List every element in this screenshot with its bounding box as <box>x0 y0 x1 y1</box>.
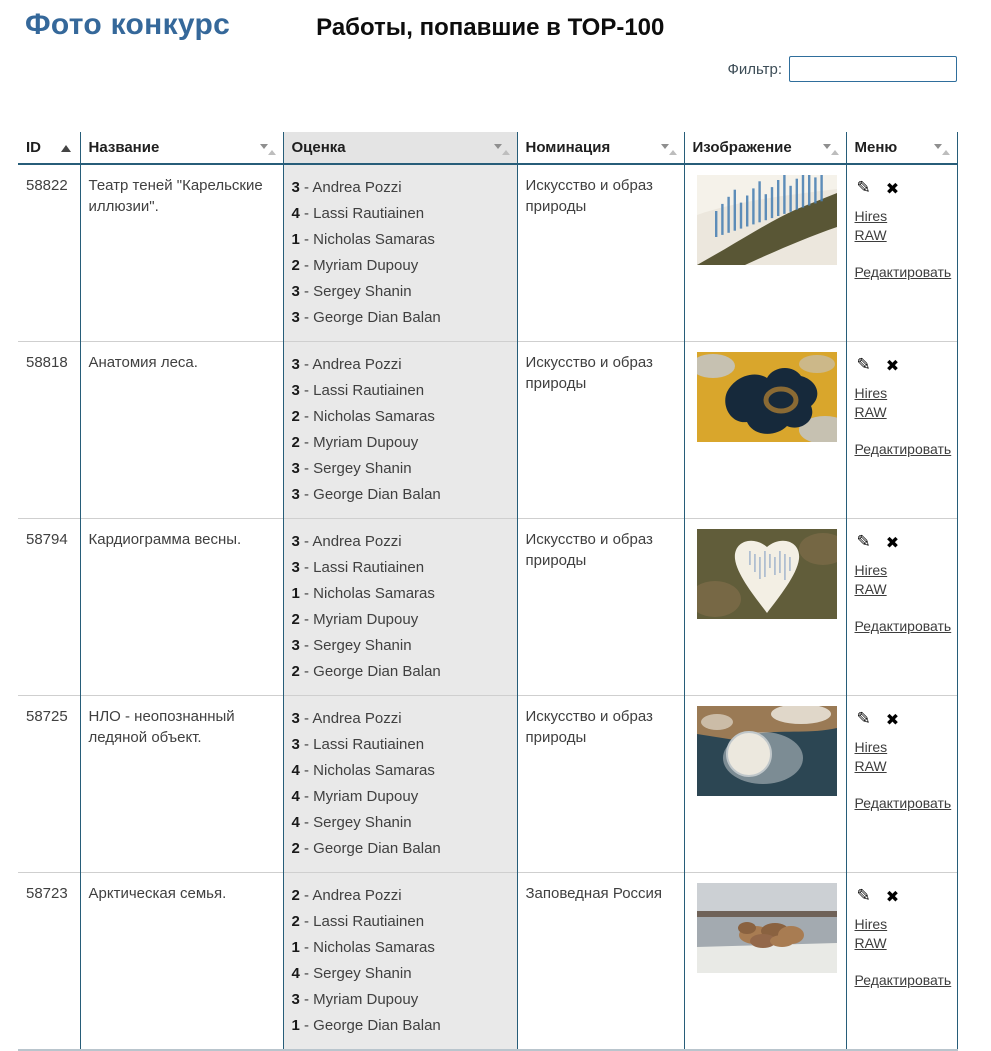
photo-thumbnail[interactable] <box>697 352 837 442</box>
edit-pencil-icon[interactable]: ✎ <box>856 178 871 198</box>
filter-input[interactable] <box>789 56 957 82</box>
score-line: 2 - Andrea Pozzi <box>291 887 402 904</box>
delete-x-icon[interactable]: ✖ <box>885 886 900 906</box>
work-nomination: Искусство и образ природы <box>517 519 684 696</box>
score-value: 2 <box>291 434 300 451</box>
score-line: 1 - George Dian Balan <box>291 1017 441 1034</box>
work-menu <box>846 696 957 873</box>
score-value: 3 <box>291 559 300 576</box>
score-line: 2 - Myriam Dupouy <box>291 257 419 274</box>
page-title: Работы, попавшие в ТОР-100 <box>316 14 665 41</box>
raw-link[interactable]: RAW <box>854 757 887 774</box>
work-image-cell <box>684 164 846 342</box>
column-header-id-label: ID <box>26 139 41 156</box>
score-value: 4 <box>291 205 300 222</box>
photo-thumbnail[interactable] <box>697 529 837 619</box>
raw-link[interactable]: RAW <box>854 226 887 243</box>
edit-link[interactable]: Редактировать <box>854 440 952 457</box>
score-line: 3 - Andrea Pozzi <box>291 179 402 196</box>
score-line: 4 - Lassi Rautiainen <box>291 205 425 222</box>
score-value: 3 <box>291 382 300 399</box>
edit-pencil-icon[interactable]: ✎ <box>856 532 871 552</box>
score-line: 1 - Nicholas Samaras <box>291 231 435 248</box>
filter-bar <box>0 56 991 82</box>
works-table <box>18 132 958 1051</box>
table-row <box>18 873 957 1051</box>
score-line: 2 - George Dian Balan <box>291 840 441 857</box>
work-scores <box>283 873 517 1051</box>
score-value: 2 <box>291 408 300 425</box>
photo-thumbnail[interactable] <box>697 883 837 973</box>
score-line: 3 - Sergey Shanin <box>291 283 412 300</box>
table-header-row <box>18 132 957 164</box>
score-value: 1 <box>291 585 300 602</box>
delete-x-icon[interactable]: ✖ <box>885 709 900 729</box>
score-line: 3 - Andrea Pozzi <box>291 710 402 727</box>
sort-toggle-icon[interactable] <box>260 143 276 156</box>
score-line: 3 - Lassi Rautiainen <box>291 559 425 576</box>
app-logo: Фото конкурс <box>25 8 231 41</box>
work-image-cell <box>684 519 846 696</box>
table-row <box>18 164 957 342</box>
score-value: 3 <box>291 283 300 300</box>
work-scores <box>283 342 517 519</box>
score-line: 2 - Myriam Dupouy <box>291 434 419 451</box>
column-header-scores-label: Оценка <box>291 139 346 156</box>
sort-toggle-icon[interactable] <box>823 143 839 156</box>
filter-label: Фильтр: <box>727 60 782 78</box>
score-value: 3 <box>291 486 300 503</box>
work-menu <box>846 164 957 342</box>
raw-link[interactable]: RAW <box>854 934 887 951</box>
score-value: 3 <box>291 991 300 1008</box>
column-header-nomination-label: Номинация <box>525 139 611 156</box>
score-line: 4 - Sergey Shanin <box>291 965 412 982</box>
edit-link[interactable]: Редактировать <box>854 617 952 634</box>
column-header-nomination[interactable] <box>517 132 684 164</box>
edit-link[interactable]: Редактировать <box>854 794 952 811</box>
score-value: 1 <box>291 231 300 248</box>
work-scores <box>283 696 517 873</box>
score-value: 4 <box>291 762 300 779</box>
hires-link[interactable]: Hires <box>854 384 888 401</box>
work-title: Кардиограмма весны. <box>80 519 283 696</box>
score-value: 1 <box>291 1017 300 1034</box>
score-line: 4 - Myriam Dupouy <box>291 788 419 805</box>
score-line: 4 - Sergey Shanin <box>291 814 412 831</box>
column-header-scores[interactable] <box>283 132 517 164</box>
work-title: Арктическая семья. <box>80 873 283 1051</box>
score-value: 2 <box>291 840 300 857</box>
work-id: 58822 <box>26 177 68 194</box>
hires-link[interactable]: Hires <box>854 561 888 578</box>
score-line: 3 - Andrea Pozzi <box>291 533 402 550</box>
topbar <box>0 0 991 42</box>
work-menu <box>846 519 957 696</box>
score-value: 3 <box>291 179 300 196</box>
work-id: 58818 <box>18 342 80 519</box>
work-id: 58794 <box>18 519 80 696</box>
work-menu <box>846 873 957 1051</box>
work-title: Театр теней "Карельские иллюзии". <box>80 164 283 342</box>
delete-x-icon[interactable]: ✖ <box>885 532 900 552</box>
score-value: 4 <box>291 965 300 982</box>
table-row <box>18 696 957 873</box>
work-nomination: Искусство и образ природы <box>517 164 684 342</box>
table-body <box>18 164 957 1050</box>
sort-ascending-icon <box>61 145 71 152</box>
work-id: 58723 <box>18 873 80 1051</box>
score-line: 1 - Nicholas Samaras <box>291 585 435 602</box>
work-image-cell <box>684 696 846 873</box>
score-value: 3 <box>291 710 300 727</box>
score-line: 3 - George Dian Balan <box>291 486 441 503</box>
score-line: 3 - Lassi Rautiainen <box>291 382 425 399</box>
score-value: 4 <box>291 788 300 805</box>
score-value: 3 <box>291 460 300 477</box>
edit-pencil-icon[interactable]: ✎ <box>856 709 871 729</box>
score-value: 3 <box>291 533 300 550</box>
score-value: 3 <box>291 637 300 654</box>
column-header-id[interactable] <box>18 132 80 164</box>
column-header-menu[interactable] <box>846 132 957 164</box>
score-value: 3 <box>291 736 300 753</box>
table-row <box>18 519 957 696</box>
work-image-cell <box>684 342 846 519</box>
photo-thumbnail[interactable] <box>697 706 837 796</box>
work-scores <box>283 519 517 696</box>
work-nomination: Заповедная Россия <box>517 873 684 1051</box>
score-line: 3 - Lassi Rautiainen <box>291 736 425 753</box>
score-value: 2 <box>291 887 300 904</box>
edit-pencil-icon[interactable]: ✎ <box>856 355 871 375</box>
work-title: Анатомия леса. <box>80 342 283 519</box>
edit-link[interactable]: Редактировать <box>854 971 952 988</box>
score-value: 2 <box>291 257 300 274</box>
edit-pencil-icon[interactable]: ✎ <box>856 886 871 906</box>
score-line: 4 - Nicholas Samaras <box>291 762 435 779</box>
work-title: НЛО - неопознанный ледяной объект. <box>80 696 283 873</box>
score-line: 2 - Nicholas Samaras <box>291 408 435 425</box>
column-header-title[interactable] <box>80 132 283 164</box>
column-header-image[interactable] <box>684 132 846 164</box>
work-id: 58725 <box>18 696 80 873</box>
score-value: 4 <box>291 814 300 831</box>
table-row <box>18 342 957 519</box>
score-line: 2 - George Dian Balan <box>291 663 441 680</box>
raw-link[interactable]: RAW <box>854 580 887 597</box>
sort-toggle-icon[interactable] <box>934 143 950 156</box>
score-line: 2 - Myriam Dupouy <box>291 611 419 628</box>
delete-x-icon[interactable]: ✖ <box>885 355 900 375</box>
sort-toggle-icon[interactable] <box>661 143 677 156</box>
work-nomination: Искусство и образ природы <box>517 342 684 519</box>
work-scores <box>283 164 517 342</box>
edit-link[interactable]: Редактировать <box>854 263 952 280</box>
column-header-menu-label: Меню <box>854 139 898 156</box>
score-value: 2 <box>291 611 300 628</box>
score-line: 3 - Myriam Dupouy <box>291 991 419 1008</box>
score-line: 3 - Sergey Shanin <box>291 460 412 477</box>
work-image-cell <box>684 873 846 1051</box>
score-value: 3 <box>291 356 300 373</box>
score-value: 2 <box>291 663 300 680</box>
score-value: 1 <box>291 939 300 956</box>
hires-link[interactable]: Hires <box>854 207 888 224</box>
score-line: 3 - Andrea Pozzi <box>291 356 402 373</box>
score-line: 2 - Lassi Rautiainen <box>291 913 425 930</box>
score-line: 3 - George Dian Balan <box>291 309 441 326</box>
work-menu <box>846 342 957 519</box>
delete-x-icon[interactable]: ✖ <box>885 178 900 198</box>
column-header-title-label: Название <box>88 139 160 156</box>
score-line: 1 - Nicholas Samaras <box>291 939 435 956</box>
photo-thumbnail[interactable] <box>697 175 837 265</box>
hires-link[interactable]: Hires <box>854 738 888 755</box>
score-value: 2 <box>291 913 300 930</box>
column-header-image-label: Изображение <box>692 139 792 156</box>
work-nomination: Искусство и образ природы <box>517 696 684 873</box>
score-value: 3 <box>291 309 300 326</box>
hires-link[interactable]: Hires <box>854 915 888 932</box>
score-line: 3 - Sergey Shanin <box>291 637 412 654</box>
raw-link[interactable]: RAW <box>854 403 887 420</box>
sort-toggle-icon[interactable] <box>494 143 510 156</box>
